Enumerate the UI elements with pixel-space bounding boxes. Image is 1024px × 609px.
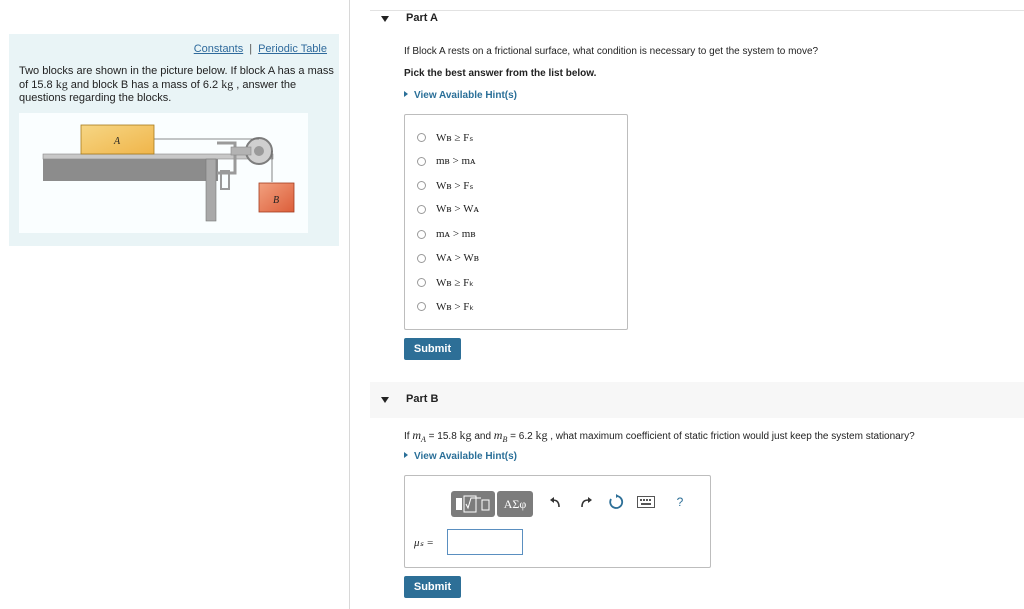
radio-button[interactable] <box>417 157 426 166</box>
radio-button[interactable] <box>417 133 426 142</box>
part-b-submit-button[interactable]: Submit <box>404 576 461 598</box>
periodic-table-link[interactable]: Periodic Table <box>258 43 327 55</box>
column-divider <box>349 0 350 609</box>
collapse-triangle-icon[interactable] <box>381 16 389 22</box>
option-8[interactable] <box>417 297 474 315</box>
part-b-title: Part B <box>406 393 439 405</box>
undo-icon[interactable] <box>547 493 565 511</box>
keyboard-icon[interactable] <box>637 493 655 511</box>
block-a-label: A <box>113 136 121 147</box>
caret-right-icon <box>404 452 408 458</box>
mu-s-answer-input[interactable] <box>447 529 523 555</box>
table-leg <box>206 159 216 221</box>
intro-text-3: , answer the questions regarding the blocks. <box>19 79 297 104</box>
caret-right-icon <box>404 91 408 97</box>
pulley-axle <box>254 146 264 156</box>
problem-panel <box>9 34 339 246</box>
redo-icon[interactable] <box>577 493 595 511</box>
pulley-bracket <box>231 147 251 155</box>
help-icon[interactable]: ? <box>676 495 684 509</box>
q-text: and <box>471 431 494 442</box>
option-label: Wʙ ≥ Fₖ <box>436 276 474 289</box>
problem-intro <box>19 65 334 105</box>
option-5[interactable] <box>417 225 476 243</box>
part-b-question <box>404 428 915 444</box>
reference-links <box>194 43 327 55</box>
option-7[interactable] <box>417 273 474 291</box>
greek-symbols-button[interactable]: ΑΣφ <box>497 491 533 517</box>
q-text: , what maximum coefficient of static friction would just keep the system stationary? <box>547 431 915 442</box>
templates-icon <box>455 495 491 513</box>
answer-entry-box <box>404 475 711 568</box>
q-text: = 15.8 <box>425 431 460 442</box>
part-a-submit-button[interactable]: Submit <box>404 338 461 360</box>
q-unit-kg: kg <box>535 428 548 442</box>
option-label: Wʙ > Fₖ <box>436 300 475 313</box>
intro-text-2: and block B has a mass of 6.2 <box>67 79 222 91</box>
option-label: Wᴀ > Wʙ <box>436 252 479 264</box>
unit-kg-1: kg <box>55 77 68 91</box>
option-label: mʙ > mᴀ <box>436 155 476 167</box>
option-label: Wʙ > Wᴀ <box>436 203 479 215</box>
part-b-hint-toggle[interactable] <box>404 451 517 462</box>
reset-icon[interactable] <box>607 493 625 511</box>
q-var-m: m <box>493 428 503 442</box>
intro-text-1: Two blocks are shown in the picture below. If block A has a mass of 15.8 <box>19 65 334 91</box>
radio-button[interactable] <box>417 302 426 311</box>
radio-button[interactable] <box>417 230 426 239</box>
part-a-hint-label: View Available Hint(s) <box>414 90 517 101</box>
block-b-label: B <box>272 195 280 206</box>
part-b-hint-label: View Available Hint(s) <box>414 451 517 462</box>
blocks-figure <box>19 113 308 233</box>
mu-s-label: μₛ = <box>414 537 434 549</box>
link-separator: | <box>249 43 253 55</box>
q-var-m: m <box>412 428 422 442</box>
option-label: Wʙ ≥ Fₛ <box>436 131 474 144</box>
option-label: Wʙ > Fₛ <box>436 179 474 192</box>
q-text: If <box>404 431 413 442</box>
q-unit-kg: kg <box>459 428 472 442</box>
part-a-hint-toggle[interactable] <box>404 90 517 101</box>
radio-button[interactable] <box>417 278 426 287</box>
q-text: = 6.2 <box>507 431 536 442</box>
unit-kg-2: kg <box>221 77 234 91</box>
option-2[interactable] <box>417 152 476 170</box>
option-3[interactable] <box>417 176 474 194</box>
option-1[interactable] <box>417 128 473 146</box>
templates-button[interactable] <box>451 491 495 517</box>
pulley-diagram <box>19 113 308 233</box>
part-a-instruction: Pick the best answer from the list below. <box>404 68 597 79</box>
option-label: mᴀ > mʙ <box>436 228 476 240</box>
constants-link[interactable]: Constants <box>193 43 244 55</box>
table-body <box>43 159 218 181</box>
part-b-header[interactable] <box>370 382 1024 418</box>
radio-button[interactable] <box>417 254 426 263</box>
answer-options-list <box>404 114 628 330</box>
q-sub-a: A <box>421 435 426 444</box>
option-4[interactable] <box>417 200 479 218</box>
collapse-triangle-icon[interactable] <box>381 397 389 403</box>
radio-button[interactable] <box>417 205 426 214</box>
part-a-question: If Block A rests on a frictional surface, what condition is necessary to get the system to move? <box>404 46 819 57</box>
radio-button[interactable] <box>417 181 426 190</box>
q-sub-b: B <box>502 435 508 444</box>
part-a-title: Part A <box>406 12 438 24</box>
part-a-header[interactable] <box>370 1 1024 37</box>
option-6[interactable] <box>417 249 479 267</box>
